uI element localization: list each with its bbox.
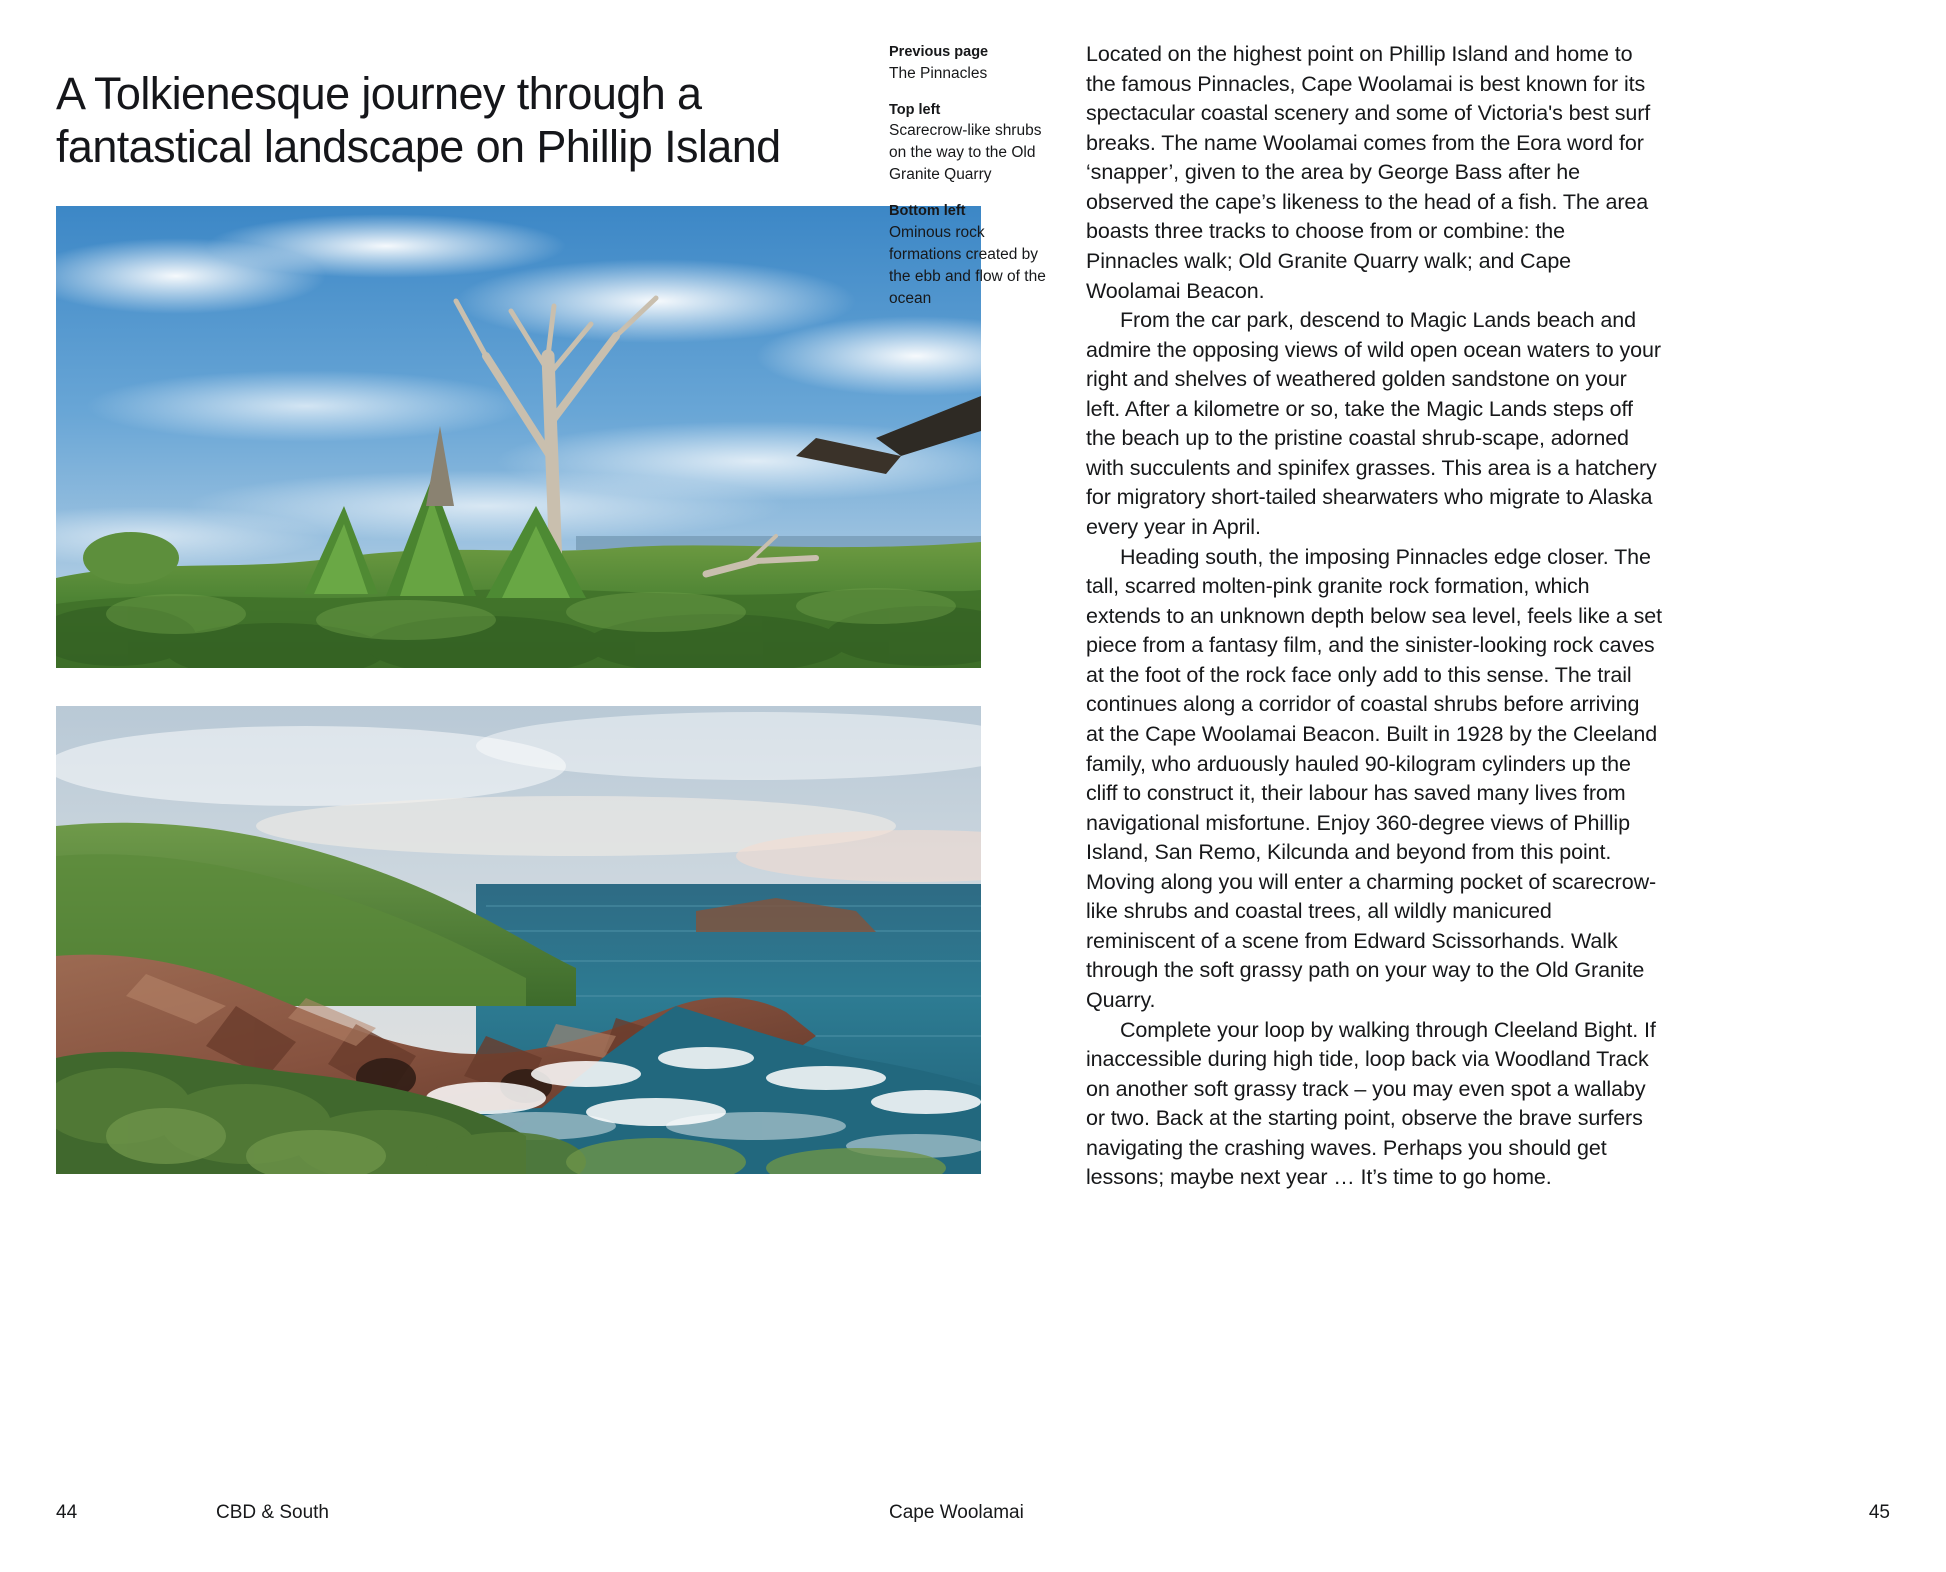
folio-left: 44: [56, 1502, 78, 1523]
body-paragraph: Located on the highest point on Phillip Island and home to the famous Pinnacles, Cape Woolamai is best known for its spectacular coastal scenery and some of Victoria's best surf breaks. The name Woolamai comes from the Eora word for ‘snapper’, given to the area by George Bass after he observed the cape’s likeness to the head of a fish. The area boasts three tracks to choose from or combine: the Pinnacles walk; Old Granite Quarry walk; and Cape Woolamai Beacon.: [1086, 42, 1651, 303]
cliffs-illustration: [56, 706, 981, 1174]
body-paragraph: Heading south, the imposing Pinnacles edge closer. The tall, scarred molten-pink granite rock formation, which extends to an unknown depth below sea level, feels like a set piece from a fantasy film, and the sinister-looking rock caves at the foot of the rock face only add to this sense. The trail continues along a corridor of coastal shrubs before arriving at the Cape Woolamai Beacon. Built in 1928 by the Cleeland family, who arduously hauled 90-kilogram cylinders up the cliff to construct it, their labour has saved many lives from navigational misfortune. Enjoy 360-degree views of Phillip Island, San Remo, Kilcunda and beyond from this point. Moving along you will enter a charming pocket of scarecrow-like shrubs and coastal trees, all wildly manicured reminiscent of a scene from Edward Scissorhands. Walk through the soft grassy path on your way to the Old Granite Quarry.: [1086, 544, 1662, 1012]
caption-text: Scarecrow-like shrubs on the way to the Old Granite Quarry: [889, 122, 1042, 184]
body-text-column: [1086, 40, 1662, 1193]
caption-bottom-left: [889, 201, 1049, 310]
page-title: A Tolkienesque journey through a fantastical landscape on Phillip Island: [56, 68, 781, 172]
caption-previous-page: [889, 42, 1049, 85]
caption-column: [889, 42, 1049, 310]
caption-label: Bottom left: [889, 203, 966, 220]
pinnacles-shrubs-illustration: [56, 206, 981, 668]
section-name: CBD & South: [216, 1502, 329, 1523]
pinnacles-shrubs-photo: [56, 206, 981, 668]
chapter-name: Cape Woolamai: [889, 1502, 1024, 1523]
cape-woolamai-cliffs-photo: [56, 706, 981, 1174]
right-page: [889, 0, 1946, 1572]
folio-right: 45: [1868, 1502, 1890, 1523]
left-page-footer: [56, 1502, 956, 1524]
caption-label: Top left: [889, 101, 941, 118]
right-page-footer: [889, 1502, 1890, 1524]
caption-text: Ominous rock formations created by the ebb and flow of the ocean: [889, 223, 1046, 307]
body-paragraph: Complete your loop by walking through Cleeland Bight. If inaccessible during high tide, loop back via Woodland Track on another soft grassy track – you may even spot a wallaby or two. Back at the starting point, observe the brave surfers navigating the crashing waves. Perhaps you should get lessons; maybe next year … It’s time to go home.: [1086, 1017, 1656, 1190]
caption-top-left: [889, 100, 1049, 187]
caption-label: Previous page: [889, 44, 989, 60]
caption-text: The Pinnacles: [889, 64, 988, 82]
body-paragraph: From the car park, descend to Magic Lands beach and admire the opposing views of wild open ocean waters to your right and shelves of weathered golden sandstone on your left. After a kilometre or so, take the Magic Lands steps off the beach up to the pristine coastal shrub-scape, adorned with succulents and spinifex grasses. This area is a hatchery for migratory short-tailed shearwaters who migrate to Alaska every year in April.: [1086, 308, 1661, 539]
